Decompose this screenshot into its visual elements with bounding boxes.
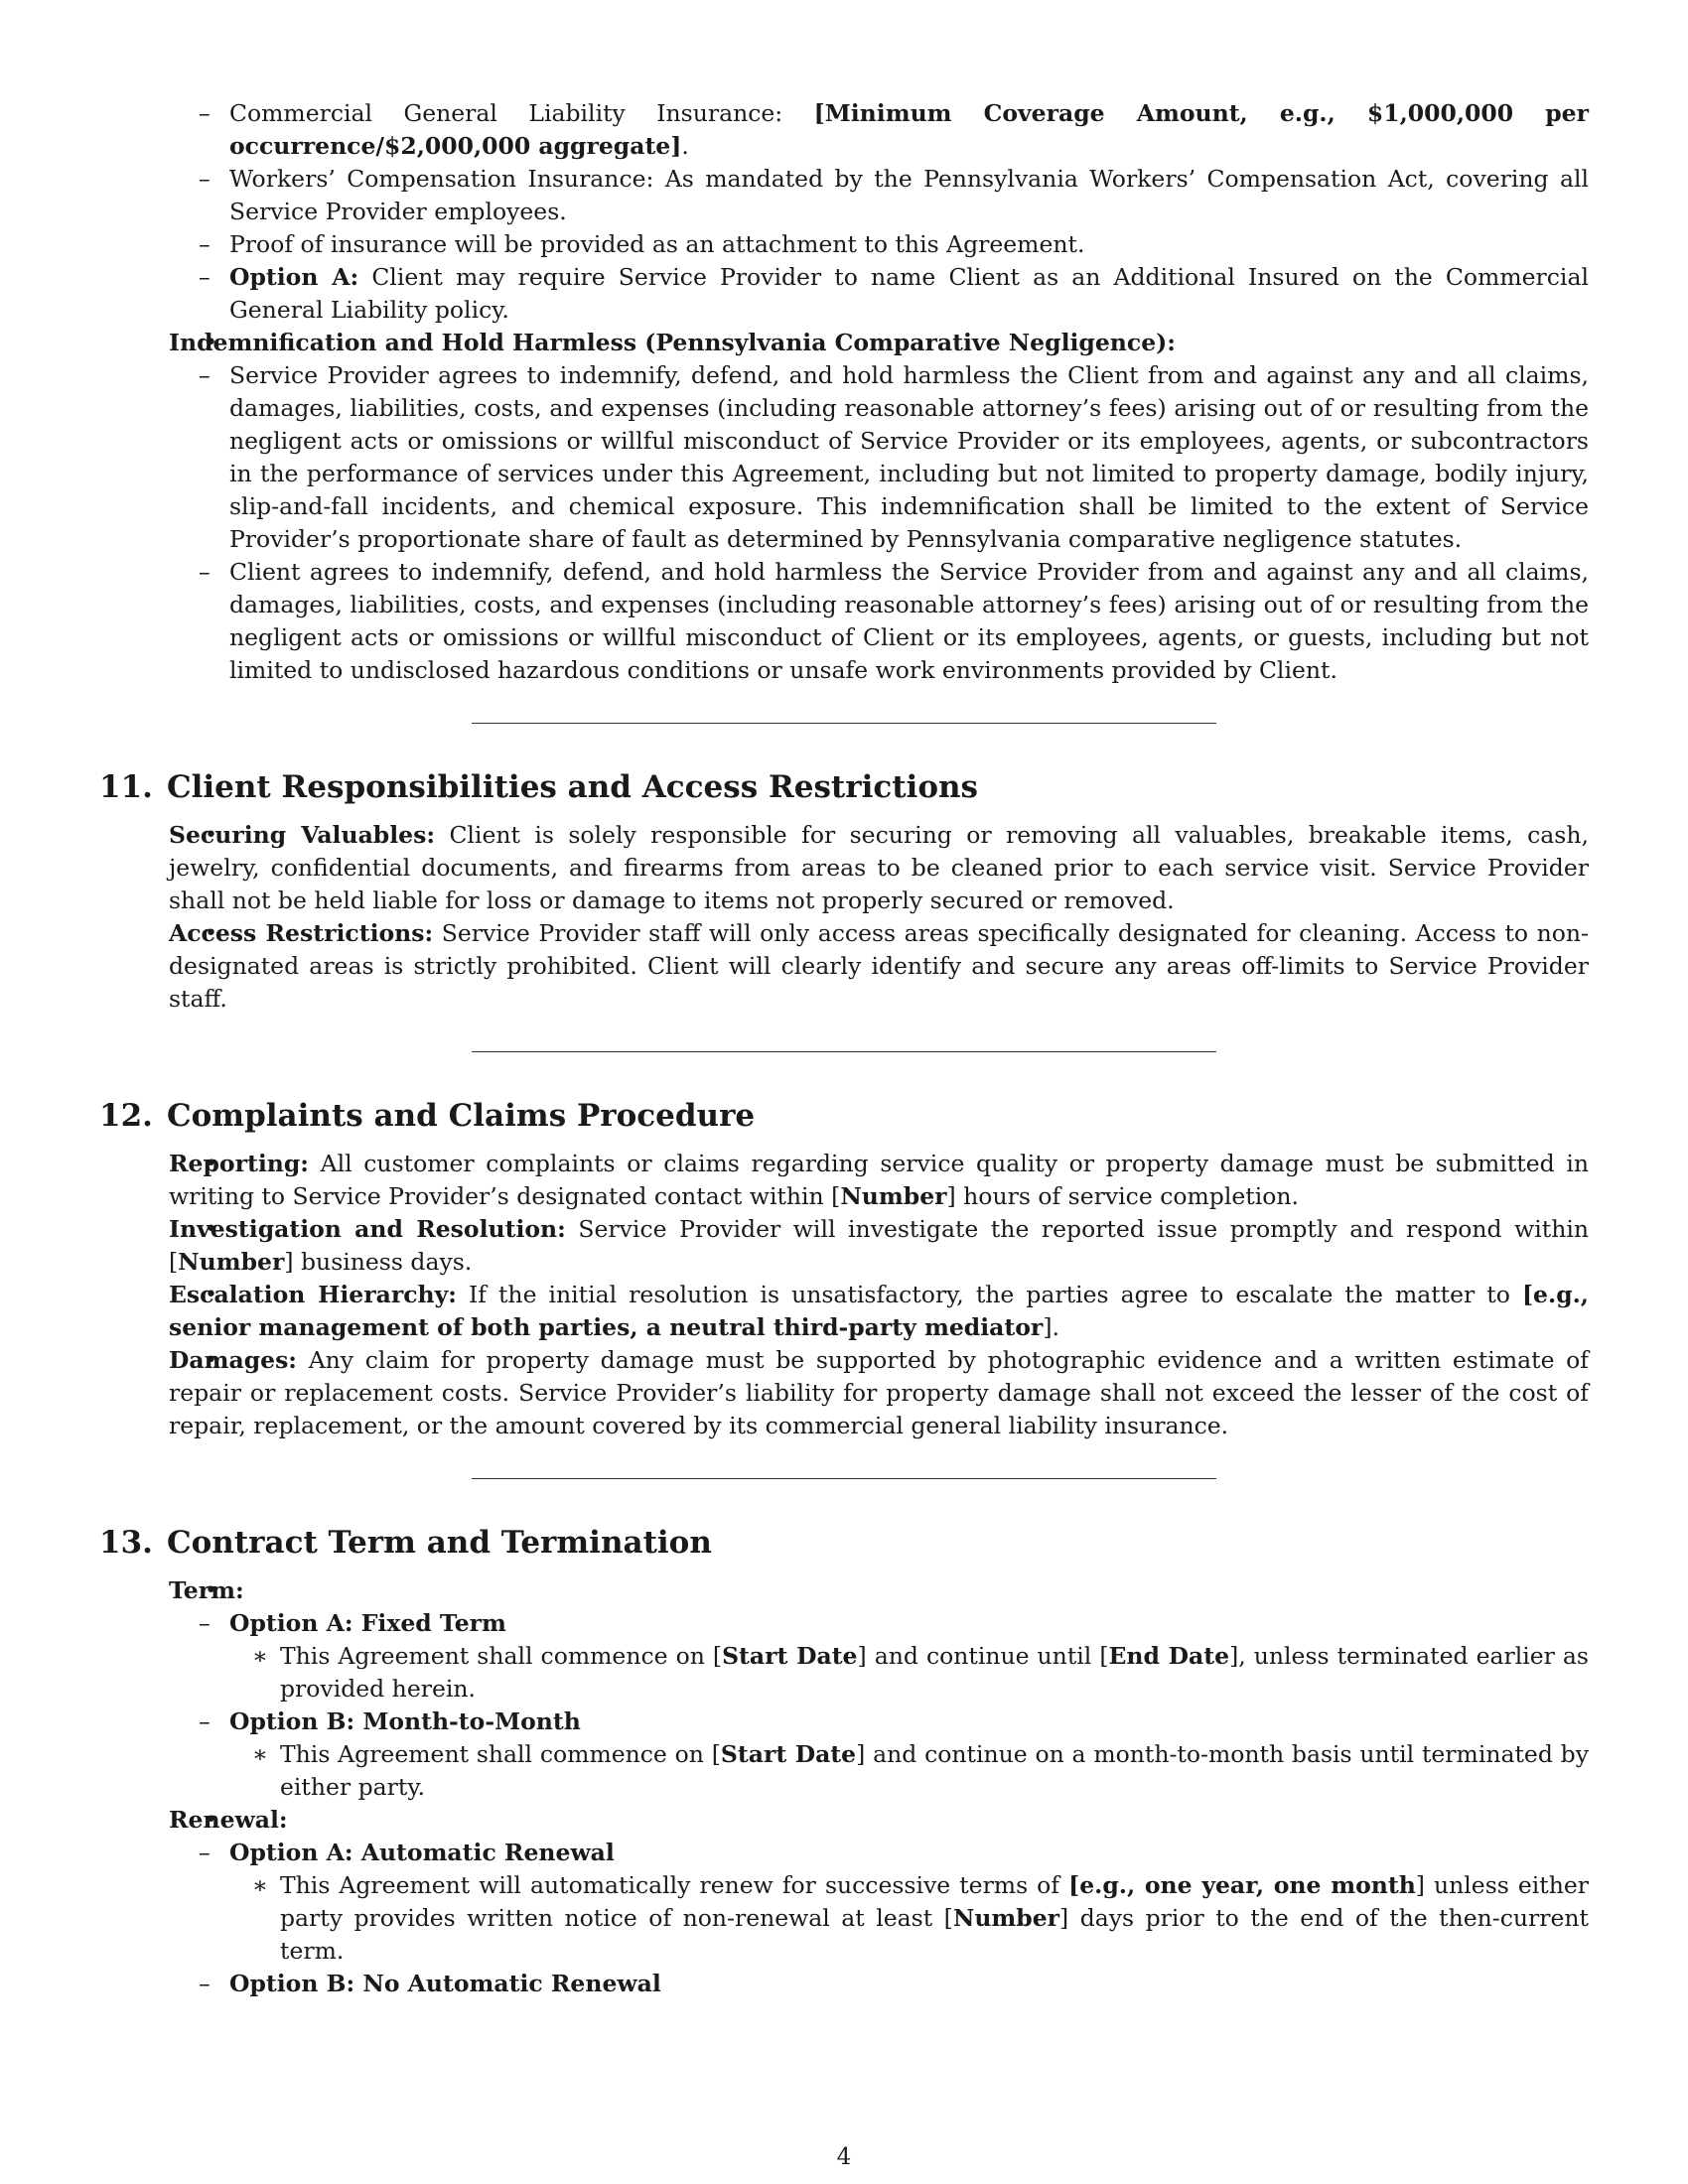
item-text: All customer complaints or claims regarding service quality or property damage must be submitted in writing to Service Provider’s designated contact within [ (169, 1150, 1589, 1210)
option-label: Option A: Fixed Term (229, 1609, 506, 1637)
renewal-label: Renewal: (169, 1806, 288, 1834)
section-title: Client Responsibilities and Access Restrictions (166, 769, 978, 805)
investigation-item (169, 1213, 1589, 1279)
cgl-insurance-item (229, 97, 1589, 163)
item-label: Investigation and Resolution: (169, 1215, 566, 1243)
number-placeholder: Number (952, 1904, 1060, 1932)
damages-item (169, 1344, 1589, 1442)
end-date-placeholder: End Date (1108, 1642, 1230, 1670)
month-to-month-text (280, 1738, 1589, 1804)
item-text: ] business days. (284, 1248, 473, 1276)
term-label: Term: (169, 1576, 244, 1604)
cgl-end: . (681, 132, 689, 160)
clause-text: ] and continue until [ (857, 1642, 1109, 1670)
access-restrictions-item (169, 917, 1589, 1016)
section-number: 11. (99, 769, 153, 805)
escalation-placeholder: [e.g., senior management of both parties, a neutral third-party mediator (169, 1281, 1589, 1341)
renewal-period-placeholder: [e.g., one year, one month (1068, 1871, 1416, 1899)
additional-insured-option (229, 261, 1589, 327)
section-divider (472, 723, 1216, 724)
insurance-sublist (169, 97, 1589, 327)
term-options (169, 1607, 1589, 1804)
page-number: 4 (836, 2144, 852, 2170)
section-11-list (99, 819, 1589, 1016)
section-13-list (99, 1574, 1589, 2000)
item-text: Any claim for property damage must be supported by photographic evidence and a written estimate of repair or replacement costs. Service Provider’s liability for property damage shall not exceed the lesser of the cost of repair, replacement, or the amount covered by its commercial general liability insurance. (169, 1346, 1589, 1439)
fixed-term-details (229, 1640, 1589, 1706)
indemnification-list (99, 327, 1589, 687)
no-automatic-renewal-option (229, 1968, 1589, 2000)
reporting-item (169, 1148, 1589, 1213)
fixed-term-option (229, 1607, 1589, 1706)
clause-text: This Agreement will automatically renew for successive terms of (280, 1871, 1069, 1899)
workers-comp-item: – Workers’ Compensation Insurance: As mandated by the Pennsylvania Workers’ Compensation Act, covering all Service Provider employees. (229, 163, 1589, 228)
page-content (99, 97, 1589, 2000)
provider-indemnification-clause: – Service Provider agrees to indemnify, defend, and hold harmless the Client from and against any and all claims, damages, liabilities, costs, and expenses (including reasonable attorney’s fees) arising out of or resulting from the negligent acts or omissions or willful misconduct of Service Provider or its employees, agents, or subcontractors in the performance of services under this Agreement, including but not limited to property damage, bodily injury, slip-and-fall incidents, and chemical exposure. This indemnification shall be limited to the extent of Service Provider’s proportionate share of fault as determined by Pennsylvania comparative negligence statutes. (229, 359, 1589, 556)
option-label: Option A: Automatic Renewal (229, 1839, 615, 1866)
item-label: Securing Valuables: (169, 821, 436, 849)
cgl-coverage-placeholder: [Minimum Coverage Amount, e.g., $1,000,000 per occurrence/$2,000,000 aggregate] (229, 99, 1589, 160)
section-title: Contract Term and Termination (166, 1525, 712, 1561)
securing-valuables-item (169, 819, 1589, 917)
insurance-list (99, 97, 1589, 327)
month-to-month-details (229, 1738, 1589, 1804)
insurance-continuation (169, 97, 1589, 327)
client-indemnification-clause: – Client agrees to indemnify, defend, and hold harmless the Service Provider from and against any and all claims, damages, liabilities, costs, and expenses (including reasonable attorney’s fees) arising out of or resulting from the negligent acts or omissions or willful misconduct of Client or its employees, agents, or guests, including but not limited to undisclosed hazardous conditions or unsafe work environments provided by Client. (229, 556, 1589, 687)
clause-text: ] unless either party provides written notice of non-renewal at least [ (280, 1871, 1589, 1932)
item-label: Escalation Hierarchy: (169, 1281, 457, 1308)
automatic-renewal-option (229, 1837, 1589, 1968)
indemnification-heading: Indemnification and Hold Harmless (Pennsylvania Comparative Negligence): (169, 329, 1176, 356)
section-title: Complaints and Claims Procedure (166, 1098, 756, 1134)
item-text: ] hours of service completion. (946, 1182, 1299, 1210)
indemnification-item (169, 327, 1589, 687)
item-text: Service Provider staff will only access areas specifically designated for cleaning. Access to non-designated areas is strictly prohibited. Client will clearly identify and secure any areas off-limits to Service Provider staff. (169, 919, 1589, 1013)
section-11-heading (99, 767, 1589, 807)
clause-text: ], unless terminated earlier as provided herein. (280, 1642, 1589, 1703)
term-item (169, 1574, 1589, 1804)
section-divider (472, 1478, 1216, 1479)
clause-text: This Agreement shall commence on [ (280, 1642, 723, 1670)
item-label: Access Restrictions: (169, 919, 434, 947)
item-text: Client is solely responsible for securing or removing all valuables, breakable items, cash, jewelry, confidential documents, and firearms from areas to be cleaned prior to each service visit. Service Provider shall not be held liable for loss or damage to items not properly secured or removed. (169, 821, 1589, 914)
item-label: Damages: (169, 1346, 297, 1374)
automatic-renewal-text (280, 1869, 1589, 1968)
indemnification-sublist (169, 359, 1589, 687)
section-divider (472, 1051, 1216, 1052)
clause-text: This Agreement shall commence on [ (280, 1740, 721, 1768)
section-12-heading (99, 1096, 1589, 1136)
clause-text: ] days prior to the end of the then-current term. (280, 1904, 1589, 1965)
section-12-list (99, 1148, 1589, 1442)
start-date-placeholder: Start Date (722, 1642, 858, 1670)
option-label: Option B: No Automatic Renewal (229, 1970, 661, 1997)
number-placeholder: Number (178, 1248, 285, 1276)
start-date-placeholder: Start Date (720, 1740, 857, 1768)
item-text: Service Provider will investigate the reported issue promptly and respond within [ (169, 1215, 1590, 1276)
proof-of-insurance-item: – Proof of insurance will be provided as an attachment to this Agreement. (229, 228, 1589, 261)
escalation-item (169, 1279, 1589, 1344)
month-to-month-option (229, 1706, 1589, 1804)
section-13-heading (99, 1523, 1589, 1563)
item-text: ]. (1043, 1313, 1059, 1341)
item-label: Reporting: (169, 1150, 309, 1177)
number-placeholder: Number (840, 1182, 947, 1210)
section-number: 12. (99, 1098, 153, 1134)
renewal-options (169, 1837, 1589, 2000)
item-text: If the initial resolution is unsatisfactory, the parties agree to escalate the matter to (468, 1281, 1522, 1308)
renewal-item (169, 1804, 1589, 2000)
fixed-term-text (280, 1640, 1589, 1706)
clause-text: ] and continue on a month-to-month basis until terminated by either party. (280, 1740, 1589, 1801)
cgl-label: Commercial General Liability Insurance: (229, 99, 783, 127)
section-number: 13. (99, 1525, 153, 1561)
option-a-text: Client may require Service Provider to name Client as an Additional Insured on the Commercial General Liability policy. (229, 263, 1589, 324)
option-label: Option B: Month-to-Month (229, 1707, 581, 1735)
automatic-renewal-details (229, 1869, 1589, 1968)
option-a-label: Option A: (229, 263, 359, 291)
